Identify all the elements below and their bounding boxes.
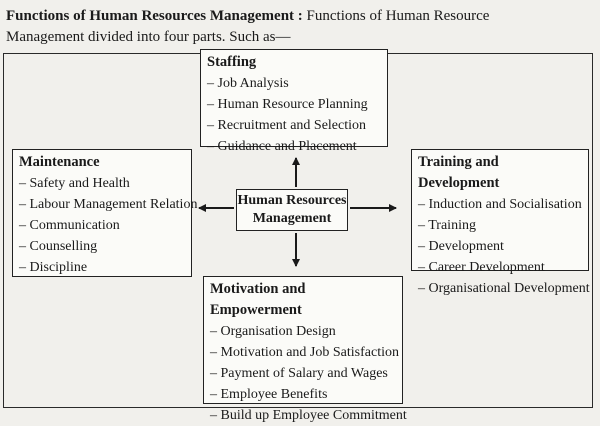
list-item: – Build up Employee Commitment bbox=[210, 405, 396, 426]
list-item: – Training bbox=[418, 215, 582, 236]
training-heading: Training and Development bbox=[418, 154, 500, 191]
center-line1: Human Resources bbox=[237, 193, 347, 208]
staffing-heading: Staffing bbox=[207, 54, 257, 70]
center-line2: Management bbox=[252, 211, 332, 226]
list-item: – Safety and Health bbox=[19, 173, 185, 194]
list-item: – Induction and Socialisation bbox=[418, 194, 582, 215]
list-item: – Human Resource Planning bbox=[207, 94, 381, 115]
list-item: – Guidance and Placement bbox=[207, 136, 381, 157]
training-box bbox=[411, 149, 590, 296]
list-item: – Career Development bbox=[418, 257, 582, 278]
list-item: – Discipline bbox=[19, 257, 185, 278]
staffing-list bbox=[207, 73, 381, 157]
list-item: – Organisation Design bbox=[210, 321, 396, 342]
maintenance-list bbox=[19, 173, 198, 278]
list-item: – Job Analysis bbox=[207, 73, 381, 94]
list-item: – Development bbox=[418, 236, 582, 257]
list-item: – Recruitment and Selection bbox=[207, 115, 381, 136]
maintenance-box bbox=[12, 149, 198, 277]
intro-line2: Management divided into four parts. Such as— bbox=[6, 29, 291, 45]
center-hrm-box bbox=[236, 189, 348, 231]
maintenance-heading: Maintenance bbox=[19, 154, 100, 170]
staffing-box bbox=[200, 49, 388, 154]
list-item: – Employee Benefits bbox=[210, 384, 396, 405]
intro-line1: Functions of Human Resource bbox=[302, 8, 490, 24]
motivation-list bbox=[210, 321, 407, 426]
motivation-box bbox=[203, 276, 407, 423]
motivation-heading: Motivation and Empowerment bbox=[210, 281, 306, 318]
training-list bbox=[418, 194, 590, 299]
list-item: – Counselling bbox=[19, 236, 185, 257]
list-item: – Communication bbox=[19, 215, 185, 236]
list-item: – Motivation and Job Satisfaction bbox=[210, 342, 396, 363]
list-item: – Payment of Salary and Wages bbox=[210, 363, 396, 384]
list-item: – Labour Management Relation bbox=[19, 194, 185, 215]
list-item: – Organisational Development bbox=[418, 278, 582, 299]
intro-title: Functions of Human Resources Management : bbox=[6, 8, 303, 24]
